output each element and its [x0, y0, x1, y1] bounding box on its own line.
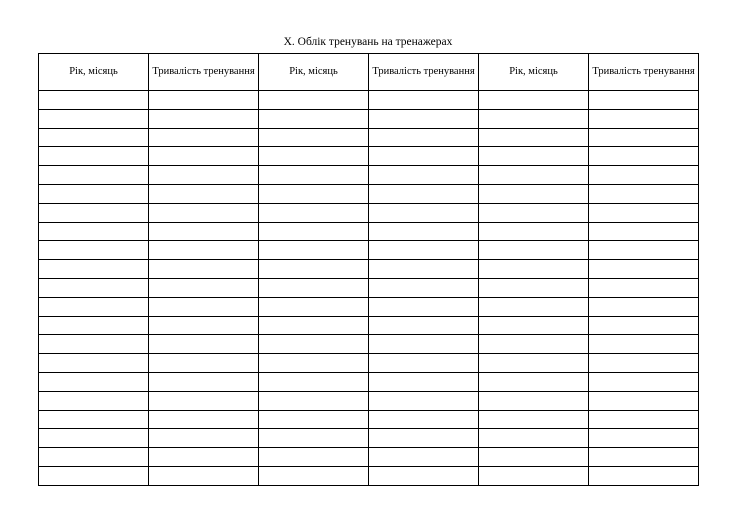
table-row	[39, 316, 699, 335]
year-month-cell[interactable]	[479, 410, 589, 429]
year-month-cell[interactable]	[479, 466, 589, 485]
year-month-cell[interactable]	[39, 166, 149, 185]
table-row	[39, 354, 699, 373]
year-month-cell[interactable]	[479, 109, 589, 128]
table-row	[39, 278, 699, 297]
training-duration-cell[interactable]	[149, 429, 259, 448]
year-month-cell[interactable]	[259, 147, 369, 166]
year-month-cell[interactable]	[479, 222, 589, 241]
year-month-cell[interactable]	[39, 429, 149, 448]
training-duration-cell[interactable]	[149, 372, 259, 391]
table-body	[39, 91, 699, 486]
year-month-cell[interactable]	[259, 316, 369, 335]
training-duration-cell[interactable]	[369, 466, 479, 485]
training-duration-cell[interactable]	[369, 410, 479, 429]
year-month-cell[interactable]	[479, 429, 589, 448]
training-log-table	[38, 53, 699, 486]
training-duration-cell[interactable]	[149, 91, 259, 110]
training-duration-cell[interactable]	[369, 166, 479, 185]
training-duration-cell[interactable]	[369, 335, 479, 354]
training-duration-cell[interactable]	[149, 316, 259, 335]
training-duration-cell[interactable]	[149, 466, 259, 485]
year-month-cell[interactable]	[259, 203, 369, 222]
training-duration-cell[interactable]	[369, 354, 479, 373]
table-row	[39, 128, 699, 147]
year-month-cell[interactable]	[259, 410, 369, 429]
training-duration-cell[interactable]	[589, 203, 699, 222]
header-year-month: Рік, місяць	[259, 54, 369, 91]
training-duration-cell[interactable]	[589, 448, 699, 467]
table-row	[39, 222, 699, 241]
table-row	[39, 466, 699, 485]
training-duration-cell[interactable]	[589, 429, 699, 448]
year-month-cell[interactable]	[479, 391, 589, 410]
year-month-cell[interactable]	[259, 184, 369, 203]
table-row	[39, 260, 699, 279]
training-duration-cell[interactable]	[149, 391, 259, 410]
year-month-cell[interactable]	[259, 297, 369, 316]
training-duration-cell[interactable]	[149, 147, 259, 166]
training-duration-cell[interactable]	[369, 203, 479, 222]
year-month-cell[interactable]	[39, 241, 149, 260]
year-month-cell[interactable]	[479, 91, 589, 110]
training-duration-cell[interactable]	[369, 448, 479, 467]
year-month-cell[interactable]	[479, 297, 589, 316]
year-month-cell[interactable]	[259, 429, 369, 448]
year-month-cell[interactable]	[479, 184, 589, 203]
training-duration-cell[interactable]	[369, 128, 479, 147]
training-duration-cell[interactable]	[369, 260, 479, 279]
year-month-cell[interactable]	[479, 316, 589, 335]
year-month-cell[interactable]	[39, 184, 149, 203]
training-duration-cell[interactable]	[589, 241, 699, 260]
training-duration-cell[interactable]	[589, 316, 699, 335]
year-month-cell[interactable]	[39, 147, 149, 166]
year-month-cell[interactable]	[39, 260, 149, 279]
training-duration-cell[interactable]	[369, 91, 479, 110]
header-training-duration: Тривалість тренування	[589, 54, 699, 91]
training-duration-cell[interactable]	[589, 222, 699, 241]
training-duration-cell[interactable]	[369, 429, 479, 448]
training-duration-cell[interactable]	[369, 147, 479, 166]
training-duration-cell[interactable]	[149, 241, 259, 260]
year-month-cell[interactable]	[259, 335, 369, 354]
training-duration-cell[interactable]	[149, 203, 259, 222]
year-month-cell[interactable]	[39, 222, 149, 241]
table-row	[39, 184, 699, 203]
training-duration-cell[interactable]	[369, 297, 479, 316]
table-row	[39, 241, 699, 260]
training-duration-cell[interactable]	[369, 109, 479, 128]
year-month-cell[interactable]	[479, 147, 589, 166]
year-month-cell[interactable]	[39, 128, 149, 147]
year-month-cell[interactable]	[259, 241, 369, 260]
training-duration-cell[interactable]	[589, 372, 699, 391]
year-month-cell[interactable]	[259, 372, 369, 391]
header-training-duration: Тривалість тренування	[369, 54, 479, 91]
training-duration-cell[interactable]	[149, 278, 259, 297]
year-month-cell[interactable]	[259, 278, 369, 297]
table-row	[39, 410, 699, 429]
training-duration-cell[interactable]	[369, 278, 479, 297]
training-duration-cell[interactable]	[589, 91, 699, 110]
year-month-cell[interactable]	[39, 91, 149, 110]
table-row	[39, 372, 699, 391]
year-month-cell[interactable]	[479, 128, 589, 147]
year-month-cell[interactable]	[39, 410, 149, 429]
table-row	[39, 429, 699, 448]
training-duration-cell[interactable]	[149, 166, 259, 185]
year-month-cell[interactable]	[479, 260, 589, 279]
training-duration-cell[interactable]	[149, 448, 259, 467]
training-duration-cell[interactable]	[369, 372, 479, 391]
year-month-cell[interactable]	[259, 222, 369, 241]
year-month-cell[interactable]	[479, 241, 589, 260]
year-month-cell[interactable]	[39, 297, 149, 316]
year-month-cell[interactable]	[259, 448, 369, 467]
training-duration-cell[interactable]	[149, 222, 259, 241]
year-month-cell[interactable]	[39, 391, 149, 410]
year-month-cell[interactable]	[39, 354, 149, 373]
training-duration-cell[interactable]	[589, 466, 699, 485]
training-duration-cell[interactable]	[149, 184, 259, 203]
year-month-cell[interactable]	[479, 166, 589, 185]
year-month-cell[interactable]	[39, 278, 149, 297]
year-month-cell[interactable]	[39, 448, 149, 467]
training-duration-cell[interactable]	[589, 184, 699, 203]
table-row	[39, 335, 699, 354]
training-duration-cell[interactable]	[369, 316, 479, 335]
training-duration-cell[interactable]	[149, 109, 259, 128]
year-month-cell[interactable]	[39, 335, 149, 354]
training-duration-cell[interactable]	[149, 354, 259, 373]
year-month-cell[interactable]	[39, 203, 149, 222]
year-month-cell[interactable]	[259, 91, 369, 110]
header-training-duration: Тривалість тренування	[149, 54, 259, 91]
year-month-cell[interactable]	[479, 278, 589, 297]
training-duration-cell[interactable]	[149, 260, 259, 279]
year-month-cell[interactable]	[479, 335, 589, 354]
header-row	[39, 54, 699, 91]
year-month-cell[interactable]	[39, 466, 149, 485]
training-duration-cell[interactable]	[149, 410, 259, 429]
training-duration-cell[interactable]	[149, 335, 259, 354]
year-month-cell[interactable]	[259, 166, 369, 185]
training-duration-cell[interactable]	[589, 128, 699, 147]
header-year-month: Рік, місяць	[39, 54, 149, 91]
table-row	[39, 448, 699, 467]
training-duration-cell[interactable]	[149, 128, 259, 147]
year-month-cell[interactable]	[259, 260, 369, 279]
table-row	[39, 166, 699, 185]
table-row	[39, 203, 699, 222]
training-duration-cell[interactable]	[589, 109, 699, 128]
year-month-cell[interactable]	[259, 354, 369, 373]
year-month-cell[interactable]	[479, 203, 589, 222]
table-row	[39, 391, 699, 410]
year-month-cell[interactable]	[479, 354, 589, 373]
training-duration-cell[interactable]	[589, 260, 699, 279]
year-month-cell[interactable]	[479, 372, 589, 391]
training-duration-cell[interactable]	[589, 278, 699, 297]
training-duration-cell[interactable]	[589, 166, 699, 185]
training-duration-cell[interactable]	[149, 297, 259, 316]
training-duration-cell[interactable]	[369, 184, 479, 203]
table-row	[39, 297, 699, 316]
training-duration-cell[interactable]	[369, 241, 479, 260]
year-month-cell[interactable]	[259, 391, 369, 410]
year-month-cell[interactable]	[39, 372, 149, 391]
training-duration-cell[interactable]	[589, 335, 699, 354]
training-duration-cell[interactable]	[589, 391, 699, 410]
year-month-cell[interactable]	[259, 109, 369, 128]
year-month-cell[interactable]	[259, 128, 369, 147]
year-month-cell[interactable]	[39, 316, 149, 335]
training-duration-cell[interactable]	[589, 410, 699, 429]
year-month-cell[interactable]	[479, 448, 589, 467]
header-year-month: Рік, місяць	[479, 54, 589, 91]
table-row	[39, 109, 699, 128]
year-month-cell[interactable]	[259, 466, 369, 485]
table-row	[39, 91, 699, 110]
table-row	[39, 147, 699, 166]
page-title: X. Облік тренувань на тренажерах	[283, 36, 453, 48]
training-duration-cell[interactable]	[369, 222, 479, 241]
year-month-cell[interactable]	[39, 109, 149, 128]
training-duration-cell[interactable]	[589, 297, 699, 316]
training-duration-cell[interactable]	[589, 147, 699, 166]
training-duration-cell[interactable]	[589, 354, 699, 373]
training-duration-cell[interactable]	[369, 391, 479, 410]
